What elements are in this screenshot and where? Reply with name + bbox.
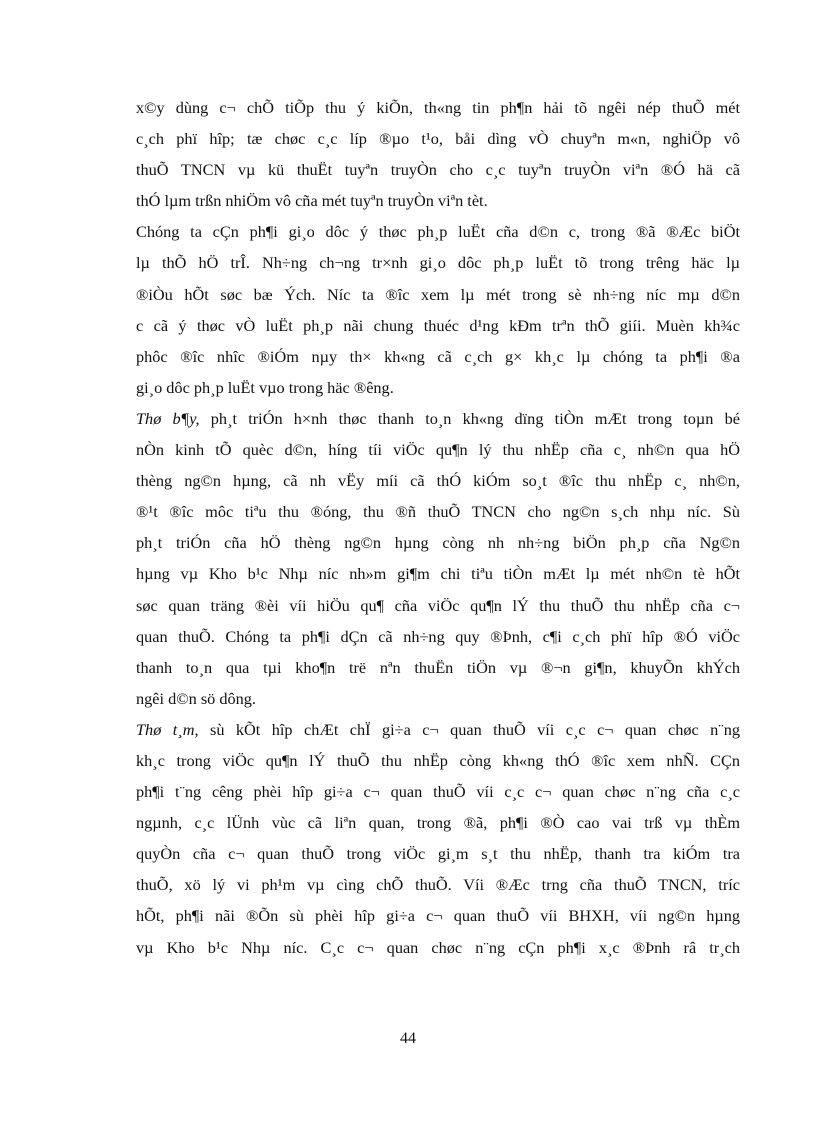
text-line	[136, 123, 740, 154]
line-text: thuÕ TNCN vµ kü thuËt tuyªn truyÒn cho c¸c tuyªn truyÒn viªn ®Ó hä cã	[136, 160, 740, 180]
text-line	[136, 776, 740, 807]
text-line	[136, 621, 740, 652]
section-lead: Thø b¶y,	[136, 408, 200, 428]
text-line	[136, 372, 740, 403]
line-text: søc quan träng ®èi víi hiÖu qu¶ cña viÖc qu¶n lÝ thu thuÕ thu nhËp cña c¬	[136, 595, 740, 615]
line-text: ®iÒu hÕt søc bæ Ých. Níc ta ®îc xem lµ mét trong sè nh÷ng níc mµ d©n	[136, 284, 740, 304]
text-line	[136, 838, 740, 869]
text-line	[136, 434, 740, 465]
text-line	[136, 92, 740, 123]
line-text: ngµnh, c¸c lÜnh vùc cã liªn quan, trong ®ã, ph¶i ®Ò cao vai trß vµ thÈm	[136, 813, 740, 833]
text-line	[136, 185, 740, 216]
text-line	[136, 590, 740, 621]
text-line	[136, 247, 740, 278]
line-text: hµng vµ Kho b¹c Nhµ níc nh»m gi¶m chi tiªu tiÒn mÆt lµ mét nh©n tè hÕt	[136, 564, 740, 584]
text-line	[136, 869, 740, 900]
page-number: 44	[400, 1030, 416, 1047]
line-text: x©y dùng c¬ chÕ tiÕp thu ý kiÕn, th«ng tin ph¶n hải tõ ngêi nép thuÕ mét	[136, 98, 740, 117]
line-text: ph¸t triÓn cña hÖ thèng ng©n hµng còng nh nh÷ng biÖn ph¸p cña Ng©n	[136, 533, 740, 553]
text-line	[136, 807, 740, 838]
line-text: gi¸o dôc ph¸p luËt vµo trong häc ®êng.	[136, 377, 394, 397]
line-text: Chóng ta cÇn ph¶i gi¸o dôc ý thøc ph¸p luËt cña d©n c, trong ®ã ®Æc biÖt	[136, 222, 740, 242]
text-line	[136, 216, 740, 247]
text-line	[136, 403, 740, 434]
line-text: thanh to¸n qua tµi kho¶n trë nªn thuËn tiÖn vµ ®¬n gi¶n, khuyÕn khÝch	[136, 657, 740, 677]
line-text: sù kÕt hîp chÆt chÏ gi÷a c¬ quan thuÕ víi c¸c c¬ quan chøc n¨ng	[198, 719, 740, 739]
line-text: kh¸c trong viÖc qu¶n lÝ thuÕ thu nhËp còng kh«ng thÓ ®îc xem nhÑ. CÇn	[136, 750, 740, 770]
line-text: lµ thÕ hÖ trÎ. Nh÷ng ch¬ng tr×nh gi¸o dôc ph¸p luËt tõ trong trêng häc lµ	[136, 253, 740, 273]
line-text: hÕt, ph¶i nãi ®Õn sù phèi hîp gi÷a c¬ quan thuÕ víi BHXH, víi ng©n hµng	[136, 906, 740, 926]
text-line	[136, 558, 740, 589]
text-line	[136, 496, 740, 527]
line-text: ph¶i t¨ng cêng phèi hîp gi÷a c¬ quan thuÕ víi c¸c c¬ quan chøc n¨ng cña c¸c	[136, 782, 740, 802]
text-line	[136, 341, 740, 372]
section-lead: Thø t¸m,	[136, 719, 199, 739]
line-text: quyÒn cña c¬ quan thuÕ trong viÖc gi¸m s¸t thu nhËp, thanh tra kiÓm tra	[136, 844, 740, 864]
text-line	[136, 310, 740, 341]
line-text: c cã ý thøc vÒ luËt ph¸p nãi chung thuéc d¹ng kÐm trªn thÕ giíi. Muèn kh¾c	[136, 315, 740, 335]
line-text: vµ Kho b¹c Nhµ níc. C¸c c¬ quan chøc n¨ng cÇn ph¶i x¸c ®Þnh râ tr¸ch	[136, 937, 740, 957]
text-line	[136, 465, 740, 496]
line-text: ph¸t triÓn h×nh thøc thanh to¸n kh«ng dïng tiÒn mÆt trong toµn bé	[199, 408, 740, 428]
text-line	[136, 652, 740, 683]
line-text: c¸ch phï hîp; tæ chøc c¸c líp ®µo t¹o, båi dìng vÒ chuyªn m«n, nghiÖp vô	[136, 129, 740, 149]
text-line	[136, 932, 740, 963]
text-line	[136, 154, 740, 185]
line-text: nÒn kinh tÕ quèc d©n, híng tíi viÖc qu¶n lý thu nhËp cña c¸ nh©n qua hÖ	[136, 440, 740, 460]
line-text: thÓ lµm trßn nhiÖm vô cña mét tuyªn truyÒn viªn tèt.	[136, 191, 488, 211]
text-line	[136, 279, 740, 310]
line-text: quan thuÕ. Chóng ta ph¶i dÇn cã nh÷ng quy ®Þnh, c¶i c¸ch phï hîp ®Ó viÖc	[136, 626, 740, 646]
text-line	[136, 900, 740, 931]
line-text: phôc ®îc nhîc ®iÓm nµy th× kh«ng cã c¸ch g× kh¸c lµ chóng ta ph¶i ®a	[136, 346, 740, 366]
text-line	[136, 527, 740, 558]
text-line	[136, 714, 740, 745]
line-text: ngêi d©n sö dông.	[136, 688, 257, 708]
line-text: ®¹t ®îc môc tiªu thu ®óng, thu ®ñ thuÕ TNCN cho ng©n s¸ch nhµ níc. Sù	[136, 502, 740, 522]
line-text: thèng ng©n hµng, cã nh vËy míi cã thÓ kiÓm so¸t ®îc thu nhËp c¸ nh©n,	[136, 471, 740, 491]
text-line	[136, 683, 740, 714]
body-text	[136, 92, 740, 963]
text-line	[136, 745, 740, 776]
line-text: thuÕ, xö lý vi ph¹m vµ cìng chÕ thuÕ. Víi ®Æc trng cña thuÕ TNCN, tríc	[136, 875, 740, 895]
